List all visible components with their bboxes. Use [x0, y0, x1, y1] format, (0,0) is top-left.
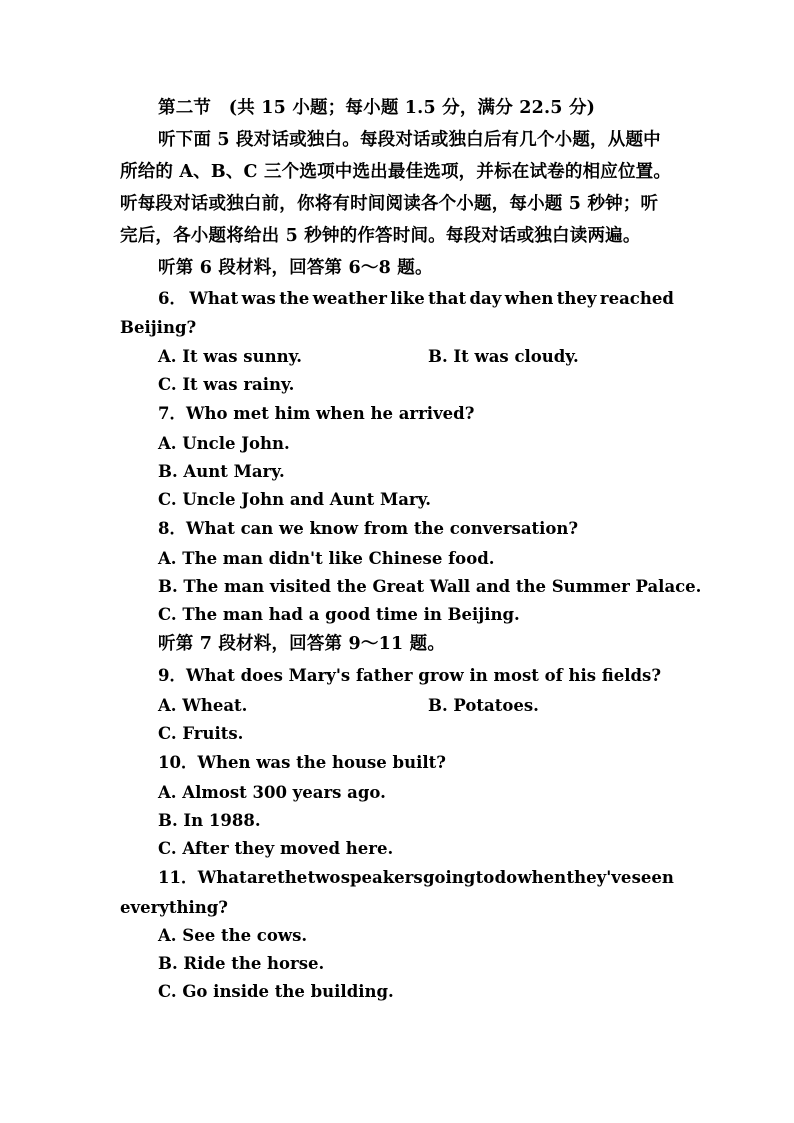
q6-option-b: B. It was cloudy.: [428, 347, 579, 366]
word: What: [189, 289, 239, 308]
q6-stem-line1: [158, 289, 674, 309]
q11-option-a: A. See the cows.: [158, 926, 308, 945]
q8-option-a: A. The man didn't like Chinese food.: [158, 549, 495, 568]
word: to: [475, 868, 495, 887]
q7-option-b: B. Aunt Mary.: [158, 462, 285, 481]
q8-option-c: C. The man had a good time in Beijing.: [158, 605, 520, 624]
q11-stem-line2: everything?: [120, 898, 228, 917]
instruction-line-4: 完后，各小题将给出 5 秒钟的作答时间。每段对话或独白读两遍。: [120, 226, 641, 246]
word: that: [428, 289, 467, 308]
q11-option-b: B. Ride the horse.: [158, 954, 325, 973]
word: weather: [312, 289, 387, 308]
part6-heading: 听第 6 段材料，回答第 6～8 题。: [158, 258, 433, 278]
q8-stem: 8．What can we know from the conversation?: [158, 519, 579, 538]
q11-stem-line1: [158, 868, 674, 888]
word: they've: [566, 868, 632, 887]
part7-heading: 听第 7 段材料，回答第 9～11 题。: [158, 634, 446, 654]
word: was: [241, 289, 276, 308]
word: 11．: [158, 868, 198, 887]
q10-option-b: B. In 1988.: [158, 811, 261, 830]
q9-option-a: A. Wheat.: [158, 696, 248, 715]
q10-option-a: A. Almost 300 years ago.: [158, 783, 386, 802]
q8-option-b: B. The man visited the Great Wall and the Summer Palace.: [158, 577, 702, 596]
word: when: [504, 289, 554, 308]
q6-option-a: A. It was sunny.: [158, 347, 303, 366]
q9-stem: 9．What does Mary's father grow in most of his fields?: [158, 666, 662, 685]
word: seen: [631, 868, 674, 887]
word: are: [246, 868, 277, 887]
word: speakers: [340, 868, 423, 887]
word: the: [279, 289, 310, 308]
q7-option-c: C. Uncle John and Aunt Mary.: [158, 490, 432, 509]
word: they: [556, 289, 597, 308]
word: the: [277, 868, 308, 887]
q9-option-c: C. Fruits.: [158, 724, 244, 743]
word: two: [307, 868, 341, 887]
instruction-line-2: 所给的 A、B、C 三个选项中选出最佳选项，并标在试卷的相应位置。: [120, 162, 672, 182]
section-header: 第二节 (共 15 小题；每小题 1.5 分，满分 22.5 分): [158, 98, 596, 118]
q7-stem: 7．Who met him when he arrived?: [158, 404, 475, 423]
instruction-line-3: 听每段对话或独白前，你将有时间阅读各个小题，每小题 5 秒钟；听: [120, 194, 659, 214]
q11-option-c: C. Go inside the building.: [158, 982, 394, 1001]
word: going: [422, 868, 476, 887]
word: 6．: [158, 289, 186, 308]
q10-stem: 10．When was the house built?: [158, 753, 446, 772]
word: reached: [599, 289, 674, 308]
q10-option-c: C. After they moved here.: [158, 839, 394, 858]
word: day: [469, 289, 502, 308]
instruction-line-1: 听下面 5 段对话或独白。每段对话或独白后有几个小题，从题中: [158, 130, 661, 150]
q7-option-a: A. Uncle John.: [158, 434, 290, 453]
q6-stem-line2: Beijing?: [120, 318, 197, 337]
word: like: [390, 289, 425, 308]
word: What: [197, 868, 247, 887]
q9-option-b: B. Potatoes.: [428, 696, 539, 715]
word: do: [494, 868, 518, 887]
q6-option-c: C. It was rainy.: [158, 375, 295, 394]
word: when: [517, 868, 567, 887]
